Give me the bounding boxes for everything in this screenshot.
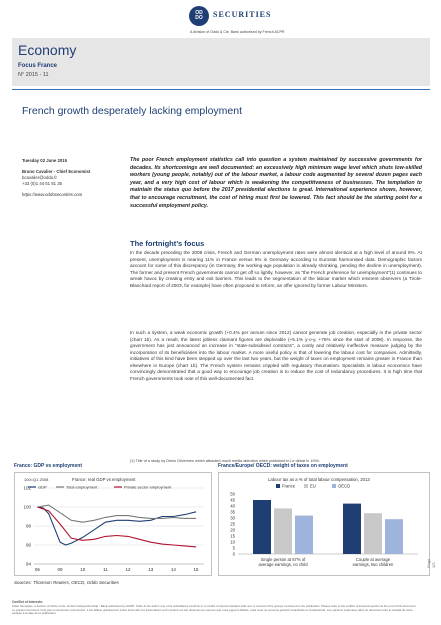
legend-label: GDP xyxy=(38,484,47,490)
x-tick-label: 13 xyxy=(148,567,154,572)
legend-label: France xyxy=(282,483,296,489)
conflict-text: Oddo Securities, a division of Oddo et Cie, limited sharepartnership - Bank authorised by ACPR. Oddo & Cie and/or one of its subsidiaries could be in a conflict of interest situation with one or several of the groups mentioned in the publication. Please refer to the conflict of interests section at the end of this document. Le présent document n'est pas un document commercial : il est diffusé gratuitement à titre informatif, les informations qu'il contient ont été obtenues de sources que nous jugeons fiables, mais nous ne pouvons garantir l'exactitude et l'exhaustivité. Les opinions exprimées dans ce document sont le résultat de notre analyse à la date de la publication. xyxy=(12,604,417,616)
y-tick-label: 10 xyxy=(230,539,235,545)
y-tick-label: 25 xyxy=(230,521,235,527)
category-label: Couple at average earnings, two children xyxy=(352,557,394,567)
brand-name: SECURITIES xyxy=(213,10,272,19)
lead-paragraph: The poor French employment statistics call into question a system maintained by successive governments for decades. Its shortcomings are well documented: an excessively high minimum wage level which shuts low-skilled workers (young people, notably) out of the labour market, a labour code augmented by several dozen pages each year, and a very high cost of labour which is weakening the competitiveness of businesses. The temptation to maintain the status quo before the 2017 presidential elections is great. International experience shows, however, that to encourage recruitment, the cost of hiring must first be lowered. This fact should be the starting point for a successful employment policy. xyxy=(130,157,422,209)
x-tick-label: 12 xyxy=(125,567,131,572)
legend-label: Total employment xyxy=(66,484,98,490)
y-tick-label: 94 xyxy=(25,561,31,567)
page-title: French growth desperately lacking employment xyxy=(22,105,243,117)
chart-left-caption: France: GDP vs employment xyxy=(14,463,82,469)
logo-line-1: OD xyxy=(195,10,203,16)
author-phone: +33 (0)1 44 51 81 35 xyxy=(22,181,63,186)
bar xyxy=(295,516,313,554)
footnote: (1) Title of a study by Denis Olivennes which attracted much media attention when published in Le débat in 1994. xyxy=(130,459,320,463)
issue-number: N° 2015 - 11 xyxy=(18,72,49,78)
oddo-logo xyxy=(189,6,209,26)
y-tick-label: 100 xyxy=(23,504,31,510)
chart-title: Labour tax as a % of total labour compensation, 2013 xyxy=(268,477,370,482)
labour-tax-chart xyxy=(218,472,430,576)
legend-swatch xyxy=(276,484,280,488)
series-name: Focus France xyxy=(18,63,58,69)
website-link[interactable]: https://www.oddosecurities.com xyxy=(22,192,83,197)
focus-heading: The fortnight’s focus xyxy=(130,239,205,248)
y-tick-label: 102 xyxy=(23,485,31,491)
focus-paragraph-1: In the decade preceding the 2008 crisis, French and German unemployment rates were almost identical at a high level of around 8%. At present, unemployment is nearing 11% in France versus 5% in Germany according to Eurostat harmonised data. Demographic factors account for some of this discrepancy (in Germany, the working-age population is already shrinking, pending the decline in unemployment). The former and present French governments cannot get off so lightly, however, as "the French preference for unemployment"(1) continues to wreak havoc by creating entry and exit barriers. This leads to the segmentation of the labour market which eminent observers (a Tirole-Blanchard report of 2003, for example) have often proposed to reform, an offer ignored by former Labour Ministers. xyxy=(130,250,422,288)
legend-label: EU xyxy=(310,483,316,489)
y-tick-label: 0 xyxy=(232,551,235,557)
chart-right-caption: France/Europe/ OECD: weight of taxes on employment xyxy=(218,463,348,469)
divider xyxy=(12,89,430,90)
category-label: Single person at 67% of average earnings, no child xyxy=(258,557,308,567)
section-title: Economy xyxy=(18,42,77,58)
author-email[interactable]: bcavalier@oddo.fr xyxy=(22,175,57,180)
chart-sources: Sources: Thomson Reuters, OECD, Oddo Securities xyxy=(14,580,119,585)
author-name: Bruno Cavalier - Chief Economist xyxy=(22,169,91,174)
x-tick-label: 10 xyxy=(80,567,86,572)
logo-line-2: DO xyxy=(195,15,203,21)
bar xyxy=(253,500,271,554)
y-tick-label: 30 xyxy=(230,515,235,521)
y-tick-label: 40 xyxy=(230,503,235,509)
division-note: A division of Oddo & Cie, Bank authorised by French ACPR xyxy=(190,30,285,34)
publication-date: Tuesday 02 June 2015 xyxy=(22,158,68,163)
y-tick-label: 45 xyxy=(230,497,235,503)
x-tick-label: 15 xyxy=(193,567,199,572)
bar xyxy=(364,513,382,554)
index-note: 100=Q1 2008 xyxy=(24,477,49,482)
y-tick-label: 20 xyxy=(230,527,235,533)
x-tick-label: 11 xyxy=(103,567,108,572)
author-block xyxy=(22,158,122,198)
bar xyxy=(274,508,292,554)
y-tick-label: 96 xyxy=(25,542,31,548)
x-tick-label: 06 xyxy=(34,567,40,572)
page-number: Page 1/5 xyxy=(426,558,436,568)
y-tick-label: 15 xyxy=(230,533,235,539)
legend-label: OECD xyxy=(338,483,351,489)
x-tick-label: 09 xyxy=(57,567,63,572)
y-tick-label: 98 xyxy=(25,523,31,529)
y-tick-label: 35 xyxy=(230,509,235,515)
bar xyxy=(385,519,403,554)
legend-swatch xyxy=(304,484,308,488)
focus-paragraph-2: In such a system, a weak economic growth (+0.4% per annum since 2012) cannot generate job creation, especially in the private sector (chart 1b). As a result, the latest jobless claimant figures are deplorable (+5.1% y-o-y, +76% since the start of 2008). In response, the government has just announced an increase in "state-subsidised contracts", a costly and relatively ineffective measure judging by the incorporation of its beneficiaries into the labour market. A more useful policy is that of lowering the labour cost for companies. Admittedly, initiatives of this kind have been stepped up over the last two years, but the weight of taxes on employment remains greater in France than elsewhere in Europe (chart 1b). The French system remains crippled with regulatory rheumatism. Specialists in labour economics have convincingly demonstrated that a good way to encourage job creation is to reduce the cost of redundancy procedures. It is high time that French governments took note of this well-documented fact. xyxy=(130,330,422,381)
section-banner xyxy=(12,38,430,86)
legend-swatch xyxy=(332,484,336,488)
y-tick-label: 50 xyxy=(230,491,235,497)
bar xyxy=(343,504,361,554)
chart-title: France: real GDP vs employment xyxy=(72,477,136,482)
gdp-employment-chart xyxy=(14,472,212,576)
legend-label: Private sector employment xyxy=(124,484,172,490)
y-tick-label: 5 xyxy=(232,545,235,551)
conflict-heading: Conflict of interests: xyxy=(12,600,43,604)
x-tick-label: 14 xyxy=(170,567,176,572)
